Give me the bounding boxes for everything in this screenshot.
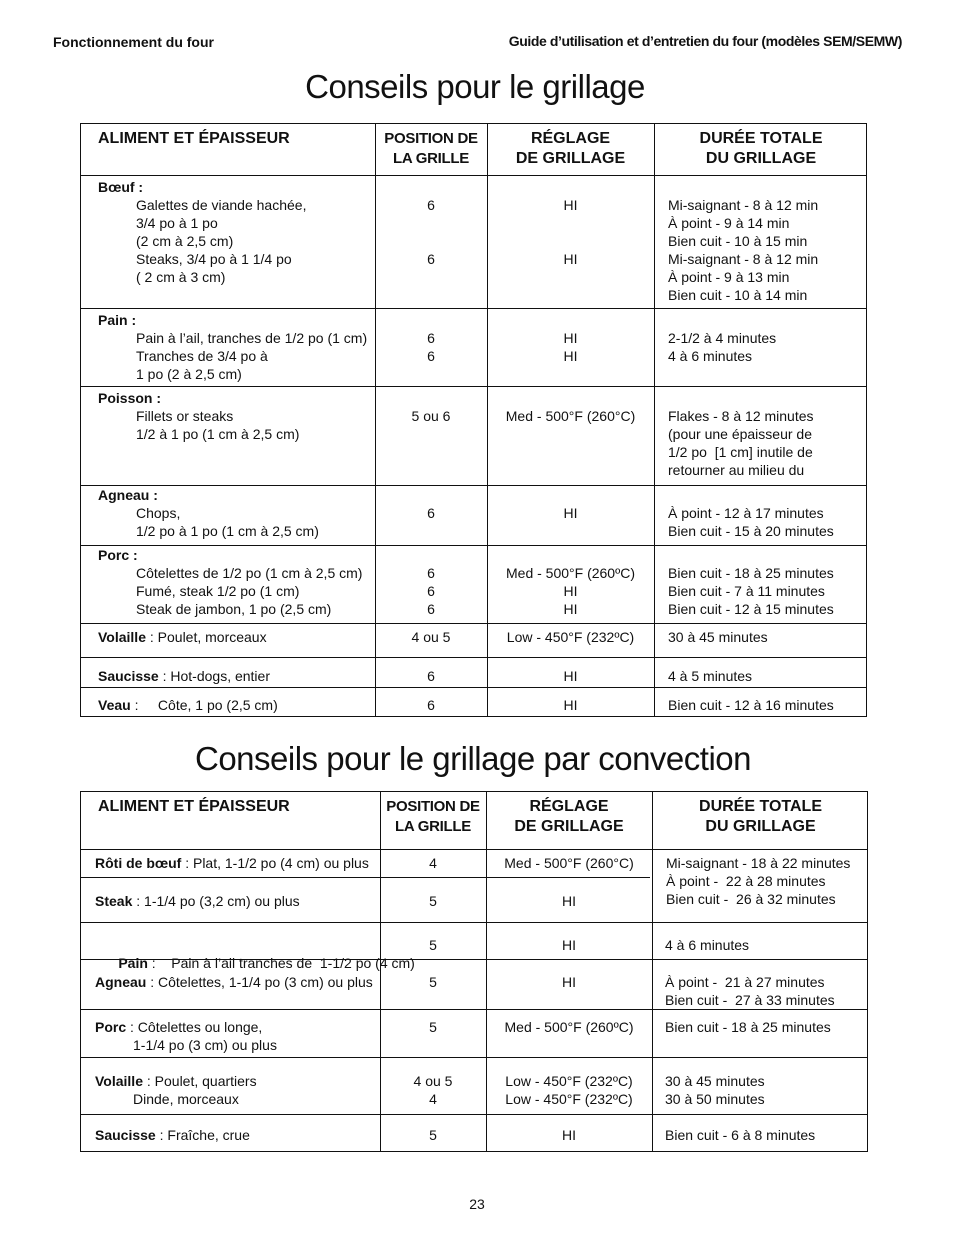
food-category: Volaille [98,629,146,645]
time-value: Bien cuit - 12 à 16 minutes [668,697,834,713]
food-line: 3/4 po à 1 po [136,215,218,231]
time-value: 4 à 6 minutes [665,937,750,953]
time-value: Bien cuit - 27 à 33 minutes [665,992,835,1008]
table-row [81,309,866,387]
setting-value: Med - 500°F (260ºC) [504,1019,634,1035]
table-header-row [81,124,866,176]
position-value: 4 [429,1091,437,1107]
setting-value [487,214,654,232]
food-category: Saucisse [95,1127,156,1143]
setting-value: HI [563,601,578,617]
setting-value: HI [563,330,578,346]
document-header: Guide d’utilisation et d’entretien du four (modèles SEM/SEMW) [508,33,902,49]
setting-value: HI [563,583,578,599]
position-value: 6 [427,565,435,581]
food-category: Agneau : [98,487,158,503]
time-value: À point - 12 à 17 minutes [668,505,824,521]
food-category: Veau [98,697,131,713]
food-line: Fillets or steaks [136,408,234,424]
position-value: 6 [427,330,435,346]
position-value [375,389,487,407]
position-value: 5 [429,937,437,953]
table-row [81,624,866,658]
setting-value: HI [563,251,578,267]
time-value: retourner au milieu du [668,462,805,478]
setting-value: Low - 450°F (232ºC) [505,1091,633,1107]
time-value: Bien cuit - 15 à 20 minutes [668,523,834,539]
time-value: Bien cuit - 6 à 8 minutes [665,1127,816,1143]
time-value: Bien cuit - 7 à 11 minutes [668,583,825,599]
table-row [81,878,867,923]
food-category: Bœuf : [98,179,144,195]
convection-broil-table-title: Conseils pour le grillage par convection [195,740,751,777]
food-category: Porc [95,1019,127,1035]
position-value: 6 [427,251,435,267]
setting-value: HI [562,974,576,990]
time-value: À point - 9 à 14 min [668,215,790,231]
setting-value: Med - 500°F (260ºC) [506,565,635,581]
position-value: 5 [429,893,437,909]
time-value [668,546,868,564]
food-line: : Fraîche, crue [155,1127,250,1143]
table-row [81,387,866,486]
food-category: Agneau [95,974,147,990]
food-line: 1/2 à 1 po (1 cm à 2,5 cm) [136,426,300,442]
time-value: À point - 21 à 27 minutes [665,974,825,990]
header-food: ALIMENT ET ÉPAISSEUR [98,130,290,147]
food-line: : Plat, 1-1/2 po (4 cm) ou plus [181,855,369,871]
setting-value [487,178,654,196]
food-line: : Côte, 1 po (2,5 cm) [130,697,278,713]
table-row [81,923,867,971]
food-line: : Hot-dogs, entier [158,668,270,684]
time-value [668,311,868,329]
time-value: 30 à 50 minutes [665,1091,765,1107]
time-value: Mi-saignant - 8 à 12 min [668,197,819,213]
position-value [375,178,487,196]
position-value: 4 [429,855,437,871]
position-value: 5 [429,1019,437,1035]
food-category: Saucisse [98,668,159,684]
table-header-row [81,792,867,850]
position-value [375,214,487,232]
food-line: Tranches de 3/4 po à [136,348,268,364]
setting-value [487,486,654,504]
food-category: Rôti de bœuf [95,855,182,871]
food-line: Galettes de viande hachée, [136,197,307,213]
position-value: 5 [429,974,437,990]
food-category: Poisson : [98,390,162,406]
food-line: 1 po (2 à 2,5 cm) [136,366,242,382]
time-value: 4 à 5 minutes [668,668,753,684]
table-row [81,1058,867,1115]
time-value: 1/2 po [1 cm] inutile de [668,444,813,460]
food-line: 1-1/4 po (3 cm) ou plus [133,1037,277,1053]
position-value: 4 ou 5 [413,1073,453,1089]
position-value: 6 [427,697,435,713]
food-line: : Poulet, morceaux [145,629,267,645]
time-value: Bien cuit - 10 à 15 min [668,233,808,249]
setting-value: Med - 500°F (260°C) [505,408,636,424]
setting-value: HI [562,1127,576,1143]
time-value: Bien cuit - 18 à 25 minutes [665,1019,831,1035]
header-food: ALIMENT ET ÉPAISSEUR [98,798,290,815]
food-line: (2 cm à 2,5 cm) [136,233,234,249]
position-value: 6 [427,601,435,617]
food-line: Steaks, 3/4 po à 1 1/4 po [136,251,292,267]
table-row [81,546,866,624]
food-line: : Côtelettes ou longe, [126,1019,263,1035]
food-line: Pain à l’ail, tranches de 1/2 po (1 cm) [136,330,368,346]
table-row [81,1010,867,1058]
food-line: Côtelettes de 1/2 po (1 cm à 2,5 cm) [136,565,363,581]
setting-value: HI [563,348,578,364]
position-value [375,546,487,564]
table-row [81,850,650,878]
food-line: : Côtelettes, 1-1/4 po (3 cm) ou plus [146,974,373,990]
food-line: ( 2 cm à 3 cm) [136,269,226,285]
convection-broil-table [80,791,868,1152]
table-row [81,1115,867,1153]
header-setting: RÉGLAGE DE GRILLAGE [515,130,626,167]
position-value [375,232,487,250]
food-category: Steak [95,893,133,909]
header-time: DURÉE TOTALE DU GRILLAGE [699,130,823,167]
broil-table [80,123,867,717]
time-value: Mi-saignant - 18 à 22 minutes [666,855,851,871]
table-row [81,688,866,718]
food-category: Porc : [98,547,138,563]
time-value [668,389,868,407]
time-value: Bien cuit - 26 à 32 minutes [666,891,836,907]
setting-value [487,389,654,407]
time-value: À point - 22 à 28 minutes [666,873,826,889]
section-header: Fonctionnement du four [53,34,214,50]
time-value: 4 à 6 minutes [668,348,753,364]
time-value: Bien cuit - 18 à 25 minutes [668,565,834,581]
table-row [81,486,866,546]
setting-value: HI [562,937,576,953]
time-value: Bien cuit - 10 à 14 min [668,287,808,303]
header-position: POSITION DE LA GRILLE [386,798,480,835]
header-position: POSITION DE LA GRILLE [384,130,478,167]
setting-value: HI [563,197,578,213]
setting-value: HI [563,505,578,521]
position-value: 6 [427,505,435,521]
time-value [668,178,868,196]
food-line: Steak de jambon, 1 po (2,5 cm) [136,601,332,617]
time-value: (pour une épaisseur de [668,426,812,442]
food-line: : 1-1/4 po (3,2 cm) ou plus [132,893,300,909]
setting-value: HI [563,697,578,713]
food-line: 1/2 po à 1 po (1 cm à 2,5 cm) [136,523,319,539]
setting-value [487,546,654,564]
time-value: 30 à 45 minutes [665,1073,765,1089]
position-value: 5 [429,1127,437,1143]
time-value [668,486,868,504]
position-value: 4 ou 5 [411,629,451,645]
time-value: Flakes - 8 à 12 minutes [668,408,814,424]
setting-value: Med - 500°F (260°C) [504,855,634,871]
table-row [81,658,866,688]
setting-value [487,311,654,329]
setting-value: Low - 450°F (232ºC) [506,629,635,645]
food-line: Dinde, morceaux [133,1091,239,1107]
position-value: 6 [427,583,435,599]
setting-value: HI [562,893,576,909]
time-value: 30 à 45 minutes [668,629,768,645]
food-category: Volaille [95,1073,143,1089]
position-value: 6 [427,197,435,213]
position-value: 6 [427,668,435,684]
food-line: Chops, [136,505,181,521]
page-number: 23 [469,1196,485,1212]
time-value: À point - 9 à 13 min [668,269,790,285]
setting-value [487,232,654,250]
food-category: Pain [118,955,148,971]
header-setting: RÉGLAGE DE GRILLAGE [514,798,624,835]
setting-value: HI [563,668,578,684]
food-line: : Poulet, quartiers [142,1073,257,1089]
header-time: DURÉE TOTALE DU GRILLAGE [699,798,822,835]
position-value [375,486,487,504]
table-row [81,176,866,309]
position-value [375,311,487,329]
food-line: : Pain à l’ail tranches de 1-1/2 po (4 cm) [147,955,415,971]
time-value: Mi-saignant - 8 à 12 min [668,251,819,267]
time-value: 2-1/2 à 4 minutes [668,330,777,346]
position-value: 5 ou 6 [411,408,451,424]
position-value: 6 [427,348,435,364]
time-value: Bien cuit - 12 à 15 minutes [668,601,834,617]
broil-table-title: Conseils pour le grillage [305,68,645,105]
food-line: Fumé, steak 1/2 po (1 cm) [136,583,300,599]
setting-value: Low - 450°F (232ºC) [505,1073,633,1089]
food-category: Pain : [98,312,137,328]
